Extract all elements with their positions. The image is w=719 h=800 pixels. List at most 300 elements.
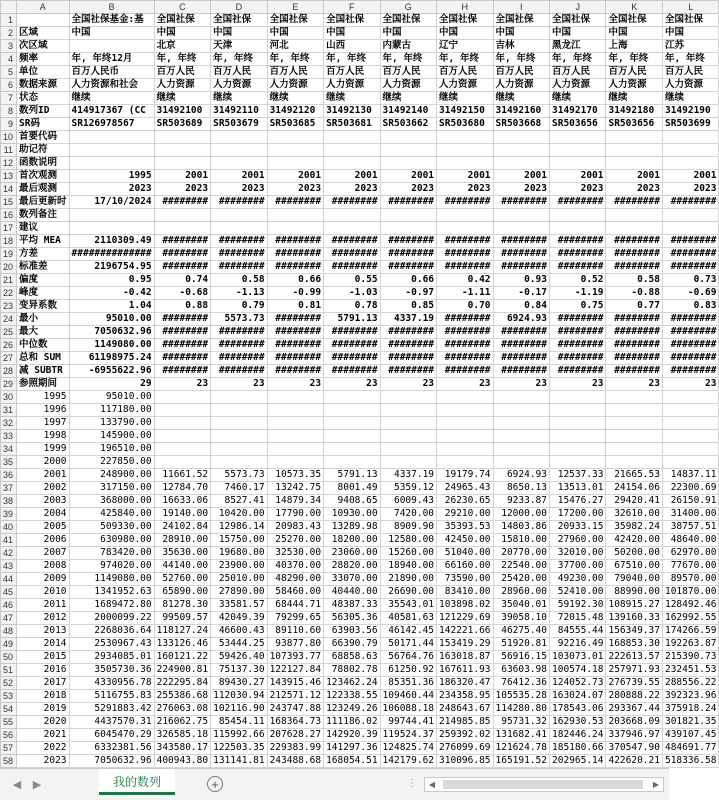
cell-a[interactable]: 2017 — [17, 677, 70, 690]
row-header[interactable]: 40 — [1, 521, 17, 534]
cell[interactable]: 0.78 — [324, 300, 380, 313]
cell[interactable]: 继续 — [211, 92, 267, 105]
cell[interactable]: ######## — [154, 313, 210, 326]
horizontal-scrollbar[interactable] — [424, 777, 664, 792]
cell-a[interactable]: 状态 — [17, 92, 70, 105]
cell-a[interactable]: 区域 — [17, 27, 70, 40]
cell[interactable] — [211, 222, 267, 235]
cell[interactable]: 31492110 — [211, 105, 267, 118]
cell[interactable]: 62970.00 — [662, 547, 718, 560]
cell[interactable] — [324, 391, 380, 404]
cell[interactable]: 243747.88 — [267, 703, 323, 716]
cell[interactable] — [154, 222, 210, 235]
cell-a[interactable]: 峰度 — [17, 287, 70, 300]
cell[interactable]: ######## — [437, 261, 493, 274]
cell[interactable]: 326585.18 — [154, 729, 210, 742]
cell[interactable] — [267, 209, 323, 222]
cell[interactable]: ######## — [380, 326, 436, 339]
cell[interactable]: 425840.00 — [69, 508, 154, 521]
cell[interactable]: 0.70 — [437, 300, 493, 313]
cell[interactable]: 河北 — [267, 40, 323, 53]
cell[interactable] — [69, 209, 154, 222]
cell[interactable]: ######## — [550, 313, 606, 326]
cell[interactable]: 118127.24 — [154, 625, 210, 638]
cell[interactable]: 中国 — [662, 27, 718, 40]
cell[interactable]: ######## — [437, 326, 493, 339]
row-header[interactable]: 37 — [1, 482, 17, 495]
cell[interactable]: ######## — [437, 248, 493, 261]
cell[interactable]: 243488.68 — [267, 755, 323, 768]
cell[interactable] — [154, 443, 210, 456]
cell[interactable] — [662, 430, 718, 443]
cell[interactable]: 22300.69 — [662, 482, 718, 495]
cell[interactable]: 141297.36 — [324, 742, 380, 755]
cell[interactable]: ######## — [437, 365, 493, 378]
cell[interactable]: 255386.68 — [154, 690, 210, 703]
row-header[interactable]: 46 — [1, 599, 17, 612]
cell[interactable]: 17/10/2024 — [69, 196, 154, 209]
cell[interactable]: 15476.27 — [550, 495, 606, 508]
cell[interactable] — [211, 456, 267, 469]
cell[interactable]: 2001 — [211, 170, 267, 183]
cell-a[interactable]: 数据来源 — [17, 79, 70, 92]
cell[interactable]: 1149080.00 — [69, 573, 154, 586]
cell[interactable]: 年, 年终 — [267, 53, 323, 66]
cell[interactable]: ######## — [493, 339, 549, 352]
sheet-tab-active[interactable]: 我的数列 — [99, 769, 175, 795]
cell[interactable]: 32530.00 — [267, 547, 323, 560]
cell[interactable]: ######## — [154, 248, 210, 261]
cell-a[interactable]: 2014 — [17, 638, 70, 651]
cell[interactable]: 509330.00 — [69, 521, 154, 534]
cell[interactable]: 133790.00 — [69, 417, 154, 430]
cell[interactable]: 中国 — [154, 27, 210, 40]
cell[interactable]: -1.11 — [437, 287, 493, 300]
cell-a[interactable]: 首次观测 — [17, 170, 70, 183]
cell-a[interactable]: 2006 — [17, 534, 70, 547]
row-header[interactable]: 14 — [1, 183, 17, 196]
cell[interactable] — [324, 404, 380, 417]
cell[interactable] — [211, 144, 267, 157]
cell[interactable]: 4337.19 — [380, 313, 436, 326]
cell[interactable]: 163024.07 — [550, 690, 606, 703]
cell[interactable]: 7420.00 — [380, 508, 436, 521]
cell[interactable]: 95010.00 — [69, 313, 154, 326]
cell[interactable]: 山西 — [324, 40, 380, 53]
row-header[interactable]: 23 — [1, 300, 17, 313]
cell[interactable]: 40370.00 — [267, 560, 323, 573]
cell[interactable]: 114280.80 — [493, 703, 549, 716]
cell[interactable]: 8527.41 — [211, 495, 267, 508]
cell[interactable]: 21665.53 — [606, 469, 662, 482]
row-header[interactable]: 21 — [1, 274, 17, 287]
cell[interactable]: 24102.84 — [154, 521, 210, 534]
cell[interactable]: 48387.33 — [324, 599, 380, 612]
cell[interactable]: SR503689 — [154, 118, 210, 131]
cell[interactable]: ######## — [662, 313, 718, 326]
cell[interactable]: 人力资源 — [606, 79, 662, 92]
cell[interactable]: 北京 — [154, 40, 210, 53]
cell[interactable] — [154, 131, 210, 144]
cell[interactable]: ######## — [211, 196, 267, 209]
cell[interactable]: 23 — [493, 378, 549, 391]
cell[interactable]: 19140.00 — [154, 508, 210, 521]
cell[interactable] — [493, 157, 549, 170]
cell[interactable]: ######## — [437, 196, 493, 209]
cell[interactable]: 145900.00 — [69, 430, 154, 443]
column-header-h[interactable]: H — [437, 1, 493, 14]
cell[interactable]: 75137.30 — [211, 664, 267, 677]
row-header[interactable]: 41 — [1, 534, 17, 547]
cell[interactable] — [211, 391, 267, 404]
cell[interactable] — [324, 209, 380, 222]
cell[interactable]: 99509.57 — [154, 612, 210, 625]
cell-a[interactable]: 总和 SUM — [17, 352, 70, 365]
row-header[interactable]: 16 — [1, 209, 17, 222]
cell[interactable]: 27960.00 — [550, 534, 606, 547]
cell[interactable]: ######## — [493, 248, 549, 261]
cell[interactable] — [662, 391, 718, 404]
cell[interactable]: 65890.00 — [154, 586, 210, 599]
row-header[interactable]: 24 — [1, 313, 17, 326]
cell[interactable]: 2001 — [606, 170, 662, 183]
cell[interactable]: 28910.00 — [154, 534, 210, 547]
cell[interactable]: 46275.40 — [493, 625, 549, 638]
cell[interactable]: 370547.90 — [606, 742, 662, 755]
row-header[interactable]: 44 — [1, 573, 17, 586]
cell[interactable]: 23 — [154, 378, 210, 391]
cell[interactable]: 121624.78 — [493, 742, 549, 755]
cell[interactable]: 392323.96 — [662, 690, 718, 703]
cell[interactable]: 29420.41 — [606, 495, 662, 508]
cell[interactable]: 44140.00 — [154, 560, 210, 573]
cell[interactable]: ######## — [324, 248, 380, 261]
cell[interactable]: 99744.41 — [380, 716, 436, 729]
cell[interactable]: 继续 — [662, 92, 718, 105]
cell[interactable] — [662, 404, 718, 417]
cell[interactable]: -0.88 — [606, 287, 662, 300]
cell[interactable]: 42420.00 — [606, 534, 662, 547]
cell[interactable]: 年, 年终 — [550, 53, 606, 66]
cell[interactable]: 0.73 — [662, 274, 718, 287]
cell[interactable]: ######## — [324, 326, 380, 339]
cell[interactable]: 50200.00 — [606, 547, 662, 560]
cell[interactable]: 56916.15 — [493, 651, 549, 664]
cell[interactable]: 年, 年终12月 — [69, 53, 154, 66]
cell[interactable]: 全国社保 — [662, 14, 718, 27]
cell[interactable] — [606, 417, 662, 430]
cell[interactable]: 0.83 — [662, 300, 718, 313]
cell[interactable] — [437, 391, 493, 404]
cell[interactable]: 63903.56 — [324, 625, 380, 638]
cell[interactable] — [606, 157, 662, 170]
cell[interactable]: ######## — [267, 313, 323, 326]
cell[interactable]: ######## — [267, 339, 323, 352]
row-header[interactable]: 51 — [1, 664, 17, 677]
cell[interactable]: 133126.46 — [154, 638, 210, 651]
cell[interactable]: 0.55 — [324, 274, 380, 287]
cell[interactable]: 黑龙江 — [550, 40, 606, 53]
cell[interactable] — [324, 430, 380, 443]
column-header-g[interactable]: G — [380, 1, 436, 14]
cell-a[interactable]: 2005 — [17, 521, 70, 534]
cell-a[interactable]: 偏度 — [17, 274, 70, 287]
cell[interactable]: 年, 年终 — [437, 53, 493, 66]
cell[interactable] — [324, 144, 380, 157]
cell[interactable]: -1.03 — [324, 287, 380, 300]
cell[interactable]: 102116.90 — [211, 703, 267, 716]
cell[interactable]: 103898.02 — [437, 599, 493, 612]
cell[interactable]: ######## — [662, 365, 718, 378]
cell[interactable]: SR126978567 — [69, 118, 154, 131]
row-header[interactable]: 1 — [1, 14, 17, 27]
cell[interactable] — [437, 131, 493, 144]
cell[interactable]: 288556.22 — [662, 677, 718, 690]
row-header[interactable]: 48 — [1, 625, 17, 638]
cell[interactable]: ######## — [662, 326, 718, 339]
cell[interactable] — [550, 456, 606, 469]
cell-a[interactable]: 2020 — [17, 716, 70, 729]
cell[interactable]: 全国社保 — [606, 14, 662, 27]
row-header[interactable]: 43 — [1, 560, 17, 573]
cell-a[interactable]: 建议 — [17, 222, 70, 235]
cell[interactable]: 108915.27 — [606, 599, 662, 612]
cell[interactable]: ######## — [211, 339, 267, 352]
cell[interactable]: 37700.00 — [550, 560, 606, 573]
cell[interactable] — [493, 209, 549, 222]
cell[interactable]: 248643.67 — [437, 703, 493, 716]
cell[interactable]: -0.97 — [380, 287, 436, 300]
cell[interactable] — [606, 443, 662, 456]
cell[interactable]: 78802.78 — [324, 664, 380, 677]
cell-a[interactable]: 1995 — [17, 391, 70, 404]
cell[interactable]: 百万人民 — [662, 66, 718, 79]
cell[interactable]: ######## — [211, 235, 267, 248]
cell[interactable]: 全国社保 — [267, 14, 323, 27]
cell[interactable]: 13513.01 — [550, 482, 606, 495]
cell[interactable]: ######## — [550, 365, 606, 378]
row-header[interactable]: 2 — [1, 27, 17, 40]
cell[interactable]: 112030.94 — [211, 690, 267, 703]
cell[interactable]: 14837.11 — [662, 469, 718, 482]
cell[interactable]: 百万人民 — [550, 66, 606, 79]
cell[interactable]: 196510.00 — [69, 443, 154, 456]
cell[interactable]: 26690.00 — [380, 586, 436, 599]
cell[interactable]: ######## — [211, 326, 267, 339]
row-header[interactable]: 32 — [1, 417, 17, 430]
row-header[interactable]: 57 — [1, 742, 17, 755]
cell[interactable]: ######## — [606, 365, 662, 378]
cell[interactable] — [154, 209, 210, 222]
cell[interactable] — [380, 443, 436, 456]
cell[interactable]: 1149080.00 — [69, 339, 154, 352]
cell[interactable]: 111186.02 — [324, 716, 380, 729]
cell[interactable]: 18200.00 — [324, 534, 380, 547]
scroll-right-icon[interactable]: ▶ — [652, 780, 660, 789]
cell[interactable]: 4337.19 — [380, 469, 436, 482]
cell[interactable]: 29 — [69, 378, 154, 391]
cell-a[interactable]: 函数说明 — [17, 157, 70, 170]
cell[interactable]: 中国 — [267, 27, 323, 40]
cell[interactable]: 32010.00 — [550, 547, 606, 560]
cell[interactable]: 131141.81 — [211, 755, 267, 768]
cell[interactable]: 继续 — [324, 92, 380, 105]
cell[interactable]: 52760.00 — [154, 573, 210, 586]
cell[interactable]: ######## — [437, 235, 493, 248]
cell[interactable]: ######## — [380, 261, 436, 274]
cell[interactable]: 212571.12 — [267, 690, 323, 703]
cell[interactable]: 317150.00 — [69, 482, 154, 495]
cell[interactable] — [606, 131, 662, 144]
cell[interactable]: 23 — [211, 378, 267, 391]
cell[interactable]: 59192.30 — [550, 599, 606, 612]
cell[interactable]: -0.68 — [154, 287, 210, 300]
cell-a[interactable]: 中位数 — [17, 339, 70, 352]
cell[interactable]: 全国社保 — [324, 14, 380, 27]
cell[interactable]: 2023 — [437, 183, 493, 196]
cell[interactable]: 0.95 — [69, 274, 154, 287]
cell[interactable]: ######## — [606, 339, 662, 352]
cell[interactable]: 79299.65 — [267, 612, 323, 625]
cell[interactable] — [211, 404, 267, 417]
cell[interactable]: 百万人民 — [437, 66, 493, 79]
cell[interactable]: 2934085.01 — [69, 651, 154, 664]
cell-a[interactable]: 方差 — [17, 248, 70, 261]
cell[interactable]: 2001 — [493, 170, 549, 183]
cell[interactable]: 103073.01 — [550, 651, 606, 664]
cell-a[interactable]: 2021 — [17, 729, 70, 742]
cell[interactable] — [324, 443, 380, 456]
cell-a[interactable]: 单位 — [17, 66, 70, 79]
cell[interactable]: 1995 — [69, 170, 154, 183]
cell[interactable]: 115992.66 — [211, 729, 267, 742]
cell[interactable]: 40581.63 — [380, 612, 436, 625]
cell[interactable]: 35393.53 — [437, 521, 493, 534]
cell[interactable]: 168054.51 — [324, 755, 380, 768]
cell[interactable]: 215390.73 — [662, 651, 718, 664]
cell[interactable]: 6045470.29 — [69, 729, 154, 742]
cell[interactable]: 124825.74 — [380, 742, 436, 755]
cell[interactable]: 222295.84 — [154, 677, 210, 690]
cell[interactable]: 400943.80 — [154, 755, 210, 768]
cell[interactable]: 83410.00 — [437, 586, 493, 599]
cell[interactable]: 2001 — [324, 170, 380, 183]
cell[interactable] — [662, 209, 718, 222]
column-header-c[interactable]: C — [154, 1, 210, 14]
cell[interactable]: 继续 — [493, 92, 549, 105]
cell[interactable]: 5116755.83 — [69, 690, 154, 703]
column-header-a[interactable]: A — [17, 1, 70, 14]
cell[interactable]: 年, 年终 — [211, 53, 267, 66]
column-header-f[interactable]: F — [324, 1, 380, 14]
cell[interactable]: 1689472.80 — [69, 599, 154, 612]
cell[interactable]: 18940.00 — [380, 560, 436, 573]
row-header[interactable]: 4 — [1, 53, 17, 66]
cell[interactable]: ######## — [550, 235, 606, 248]
cell[interactable]: 178543.06 — [550, 703, 606, 716]
row-header[interactable]: 17 — [1, 222, 17, 235]
row-header[interactable]: 10 — [1, 131, 17, 144]
cell[interactable]: 中国 — [324, 27, 380, 40]
cell[interactable]: 全国社保 — [380, 14, 436, 27]
row-header[interactable]: 29 — [1, 378, 17, 391]
prev-sheet-icon[interactable]: ◀ — [12, 779, 22, 791]
row-header[interactable]: 31 — [1, 404, 17, 417]
cell[interactable]: 2023 — [267, 183, 323, 196]
cell[interactable]: 31492120 — [267, 105, 323, 118]
cell[interactable]: 15750.00 — [211, 534, 267, 547]
cell[interactable]: 2530967.43 — [69, 638, 154, 651]
cell[interactable]: 121229.69 — [437, 612, 493, 625]
cell[interactable]: ######## — [606, 196, 662, 209]
row-header[interactable]: 5 — [1, 66, 17, 79]
cell[interactable]: ######## — [437, 352, 493, 365]
cell[interactable]: 61198975.24 — [69, 352, 154, 365]
cell[interactable] — [380, 131, 436, 144]
cell[interactable]: 31492170 — [550, 105, 606, 118]
cell[interactable]: 61250.92 — [380, 664, 436, 677]
row-header[interactable]: 13 — [1, 170, 17, 183]
cell[interactable]: ######## — [493, 196, 549, 209]
cell[interactable] — [550, 209, 606, 222]
cell[interactable]: 167611.93 — [437, 664, 493, 677]
cell[interactable]: 20933.15 — [550, 521, 606, 534]
cell[interactable]: 214985.85 — [437, 716, 493, 729]
cell[interactable]: 106088.18 — [380, 703, 436, 716]
row-header[interactable]: 47 — [1, 612, 17, 625]
cell[interactable]: 继续 — [606, 92, 662, 105]
cell[interactable]: 5791.13 — [324, 313, 380, 326]
cell[interactable]: ######## — [606, 313, 662, 326]
cell[interactable]: 8909.90 — [380, 521, 436, 534]
cell[interactable]: 343580.17 — [154, 742, 210, 755]
cell[interactable] — [662, 443, 718, 456]
cell[interactable] — [550, 144, 606, 157]
cell[interactable]: 40440.00 — [324, 586, 380, 599]
cell[interactable]: 21890.00 — [380, 573, 436, 586]
cell[interactable]: 12580.00 — [380, 534, 436, 547]
cell[interactable] — [662, 131, 718, 144]
cell[interactable]: 84555.44 — [550, 625, 606, 638]
cell-a[interactable] — [17, 14, 70, 27]
cell[interactable] — [380, 430, 436, 443]
cell-a[interactable]: 最大 — [17, 326, 70, 339]
cell[interactable]: 年, 年终 — [662, 53, 718, 66]
cell[interactable]: ######## — [550, 339, 606, 352]
cell[interactable]: 19179.74 — [437, 469, 493, 482]
cell[interactable]: 20983.43 — [267, 521, 323, 534]
cell[interactable]: 14803.86 — [493, 521, 549, 534]
cell[interactable]: 439107.45 — [662, 729, 718, 742]
cell[interactable]: ######## — [437, 313, 493, 326]
cell[interactable]: 22540.00 — [493, 560, 549, 573]
cell[interactable]: 122338.55 — [324, 690, 380, 703]
cell[interactable] — [211, 209, 267, 222]
cell[interactable] — [154, 404, 210, 417]
cell[interactable]: 153419.29 — [437, 638, 493, 651]
cell[interactable]: 234358.95 — [437, 690, 493, 703]
cell-a[interactable]: 2012 — [17, 612, 70, 625]
cell[interactable]: -6955622.96 — [69, 365, 154, 378]
cell[interactable]: 49230.00 — [550, 573, 606, 586]
cell[interactable]: 293367.44 — [606, 703, 662, 716]
cell[interactable]: 68444.71 — [267, 599, 323, 612]
cell[interactable]: 人力资源 — [324, 79, 380, 92]
cell[interactable]: 24154.06 — [606, 482, 662, 495]
cell[interactable]: 25010.00 — [211, 573, 267, 586]
cell[interactable]: ######## — [211, 261, 267, 274]
cell[interactable]: 122503.35 — [211, 742, 267, 755]
